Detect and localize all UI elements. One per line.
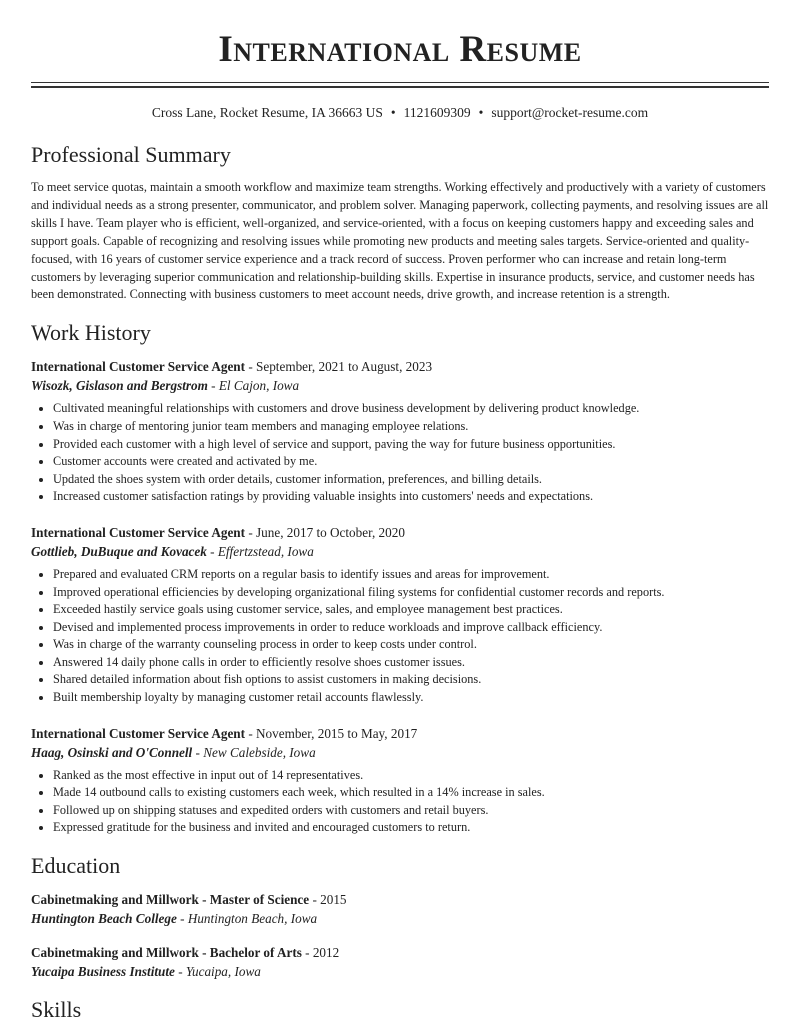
employer-location: - El Cajon, Iowa [207, 378, 300, 394]
education-entry [31, 890, 769, 928]
resume-content [31, 140, 769, 1025]
header-rule-thin [31, 82, 769, 83]
bullet-item: • Answered 14 daily phone calls in order to efficiently resolve shoes customer issues. [53, 654, 769, 672]
separator-dot: • [390, 105, 396, 120]
job-title: International Customer Service Agent [31, 524, 246, 540]
school-line [31, 909, 769, 928]
job-dates: - September, 2021 to August, 2023 [245, 359, 433, 375]
school-name: Yucaipa Business Institute [31, 964, 175, 980]
bullet-item: • Followed up on shipping statuses and expedited orders with customers and retail buyers. [53, 802, 769, 820]
bullet-item: • Devised and implemented process improvements in order to reduce workloads and improve callback efficiency. [53, 619, 769, 637]
separator-dot: • [478, 105, 484, 120]
job-entry [31, 523, 769, 707]
summary-text: To meet service quotas, maintain a smooth workflow and maximize team strengths. Working effectively and productively with a variety of customers and individual needs as a strong presenter, communicator, and problem solver. Managing paperwork, collecting payments, and resolving issues are all skills I have. Team player who is efficient, well-organized, and service-oriented, with a focus on keeping customers happy and exceeding sales and support goals. Capable of recognizing and resolving issues while promoting new products and meeting sales targets. Service-oriented and quality-focused, with 16 years of customer service experience and a track record of success. Proven performer who can increase and retain long-term customers by leveraging superior communication and relationship-building skills. Expertise in insurance products, service, and customer needs has been demonstrated. Connecting with business customers to meet account needs, drive growth, and increase retention is a strength. [31, 180, 769, 302]
bullet-item: • Provided each customer with a high level of service and support, paving the way for future business opportunities. [53, 436, 769, 454]
header-rule-thick [31, 86, 769, 88]
job-title: International Customer Service Agent [31, 359, 246, 375]
work-history-section [31, 318, 769, 837]
job-bullets [31, 566, 769, 707]
bullet-item: • Exceeded hastily service goals using customer service, sales, and employee management best practices. [53, 601, 769, 619]
job-entry [31, 724, 769, 837]
school-name: Huntington Beach College [31, 911, 177, 927]
employer-line [31, 743, 769, 762]
bullet-item: • Prepared and evaluated CRM reports on a regular basis to identify issues and areas for improvement. [53, 566, 769, 584]
bullet-item: • Improved operational efficiencies by developing organizational filing systems for confidential customer records and reports. [53, 584, 769, 602]
job-title: International Customer Service Agent [31, 725, 246, 741]
degree-line [31, 943, 769, 962]
employer-name: Gottlieb, DuBuque and Kovacek [31, 543, 207, 559]
contact-line [0, 105, 800, 121]
bullet-item: • Ranked as the most effective in input out of 14 representatives. [53, 767, 769, 785]
skills-section [31, 995, 769, 1025]
education-entry [31, 943, 769, 981]
job-entry [31, 357, 769, 506]
bullet-item: • Made 14 outbound calls to existing customers each week, which resulted in a 14% increase in sales. [53, 784, 769, 802]
bullet-item: • Built membership loyalty by managing customer retail accounts flawlessly. [53, 689, 769, 707]
graduation-year: - 2015 [309, 892, 347, 908]
employer-name: Haag, Osinski and O'Connell [31, 744, 193, 760]
school-location: - Yucaipa, Iowa [174, 964, 261, 980]
job-bullets [31, 767, 769, 837]
bullet-item: • Was in charge of the warranty counseling process in order to keep costs under control. [53, 636, 769, 654]
employer-location: - New Calebside, Iowa [192, 744, 316, 760]
bullet-item: • Customer accounts were created and activated by me. [53, 453, 769, 471]
summary-section [31, 140, 769, 304]
school-location: - Huntington Beach, Iowa [176, 911, 318, 927]
summary-heading: Professional Summary [31, 142, 231, 167]
contact-phone: 1121609309 [403, 105, 471, 120]
bullet-item: • Was in charge of mentoring junior team members and managing employee relations. [53, 418, 769, 436]
degree: Cabinetmaking and Millwork - Master of Science [31, 892, 310, 908]
employer-line [31, 376, 769, 395]
bullet-item: • Updated the shoes system with order details, customer information, preferences, and billing details. [53, 471, 769, 489]
job-title-line [31, 523, 769, 542]
job-title-line [31, 724, 769, 743]
bullet-item: • Expressed gratitude for the business and invited and encouraged customers to return. [53, 819, 769, 837]
skills-heading: Skills [31, 997, 82, 1023]
school-line [31, 962, 769, 981]
education-heading: Education [31, 853, 121, 879]
employer-line [31, 542, 769, 561]
bullet-item: • Cultivated meaningful relationships with customers and drove business development by delivering product knowledge. [53, 400, 769, 418]
bullet-item: • Increased customer satisfaction ratings by providing valuable insights into customers' needs and expectations. [53, 488, 769, 506]
bullet-item: • Shared detailed information about fish options to assist customers in making decisions. [53, 671, 769, 689]
work-history-heading: Work History [31, 320, 151, 346]
job-title-line [31, 357, 769, 376]
resume-title: International Resume [218, 29, 582, 70]
job-bullets [31, 400, 769, 506]
degree: Cabinetmaking and Millwork - Bachelor of Arts [31, 945, 302, 961]
contact-address: Cross Lane, Rocket Resume, IA 36663 US [151, 105, 383, 120]
job-dates: - June, 2017 to October, 2020 [245, 524, 405, 540]
degree-line [31, 890, 769, 909]
job-dates: - November, 2015 to May, 2017 [245, 725, 418, 741]
graduation-year: - 2012 [301, 945, 340, 961]
education-section [31, 851, 769, 981]
employer-location: - Effertzstead, Iowa [206, 543, 314, 559]
contact-email: support@rocket-resume.com [491, 105, 649, 120]
employer-name: Wisozk, Gislason and Bergstrom [31, 378, 208, 394]
